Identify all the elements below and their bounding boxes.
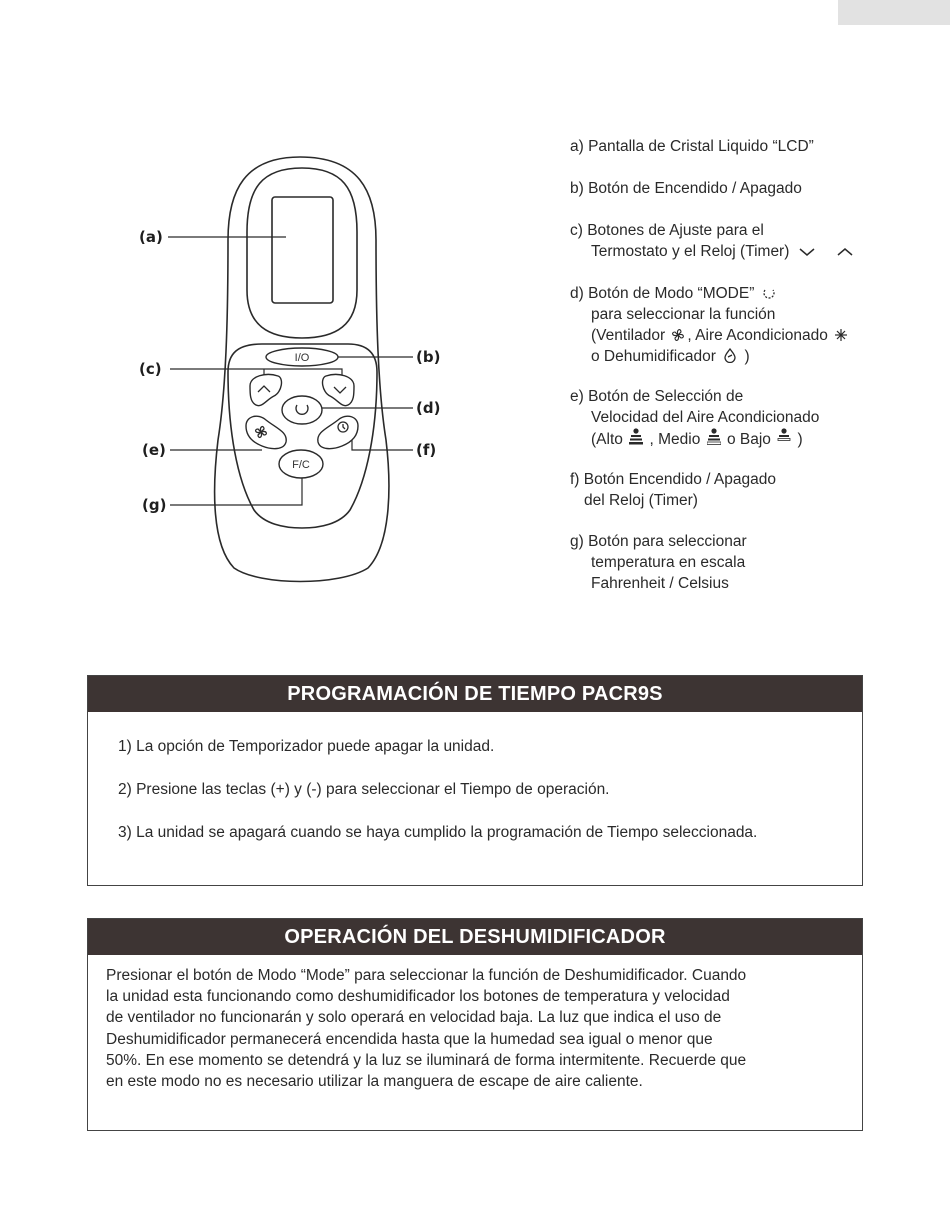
legend-item-d: d) Botón de Modo “MODE” para seleccionar la función (Ventilador , Aire Acondicionado o Dehumidificador ) xyxy=(570,283,900,367)
chevron-down-icon xyxy=(796,246,820,258)
timer-section-title: PROGRAMACIÓN DE TIEMPO PACR9S xyxy=(88,676,862,712)
legend-item-g: g) Botón para seleccionar temperatura en escala Fahrenheit / Celsius xyxy=(570,533,747,592)
callout-c: (c) xyxy=(139,360,162,378)
callout-f: (f) xyxy=(416,441,437,459)
legend-item-a: a) Pantalla de Cristal Liquido “LCD” xyxy=(570,138,814,155)
snowflake-icon xyxy=(834,328,848,342)
legend-item-c: c) Botones de Ajuste para el Termostato y el Reloj (Timer) xyxy=(570,220,900,262)
mode-icon xyxy=(761,286,777,300)
fan-low-icon xyxy=(777,428,791,446)
dehumidifier-section xyxy=(87,918,863,1131)
callout-d: (d) xyxy=(416,399,441,417)
dehumidifier-description: Presionar el botón de Modo “Mode” para seleccionar la función de Deshumidificador. Cuando la unidad esta funcionando como deshumidificador los botones de temperatura y velocidad de ventilador no funcionarán y solo operará en velocidad baja. La luz que indica el uso de Deshumidificador permanecerá encendida hasta que la humedad sea igual o menor que 50%. En ese momento se detendrá y la luz se iluminará de forma intermitente. Recuerde que en este modo no es necesario utilizar la manguera de escape de aire caliente. xyxy=(106,967,747,1091)
lcd-screen-outline xyxy=(272,197,333,303)
timer-programming-section xyxy=(87,675,863,886)
list-item: 2) Presione las teclas (+) y (-) para seleccionar el Tiempo de operación. xyxy=(118,781,610,798)
fan-medium-icon xyxy=(707,428,721,446)
fan-icon xyxy=(671,328,685,342)
power-button-label: I/O xyxy=(294,352,310,364)
chevron-up-icon xyxy=(828,246,858,258)
fc-button-label: F/C xyxy=(292,459,310,471)
mode-button[interactable] xyxy=(282,396,322,424)
legend-item-e: e) Botón de Selección de Velocidad del Aire Acondicionado (Alto , Medio o Bajo ) xyxy=(570,388,820,448)
down-button[interactable] xyxy=(323,374,354,405)
callout-g: (g) xyxy=(142,496,167,514)
legend-item-b: b) Botón de Encendido / Apagado xyxy=(570,180,802,197)
remote-control-diagram xyxy=(0,0,560,620)
up-button[interactable] xyxy=(250,374,281,405)
water-drop-icon xyxy=(722,347,738,363)
callout-e: (e) xyxy=(142,441,166,459)
legend-item-f: f) Botón Encendido / Apagado del Reloj (Timer) xyxy=(570,471,776,509)
dehumidifier-section-title: OPERACIÓN DEL DESHUMIDIFICADOR xyxy=(88,919,862,955)
fan-high-icon xyxy=(629,428,643,446)
display-housing xyxy=(247,168,357,338)
callout-b: (b) xyxy=(416,348,441,366)
page-corner-tab xyxy=(838,0,950,25)
callout-a: (a) xyxy=(139,228,163,246)
list-item: 3) La unidad se apagará cuando se haya cumplido la programación de Tiempo seleccionada. xyxy=(118,824,758,841)
list-item: 1) La opción de Temporizador puede apagar la unidad. xyxy=(118,738,495,755)
